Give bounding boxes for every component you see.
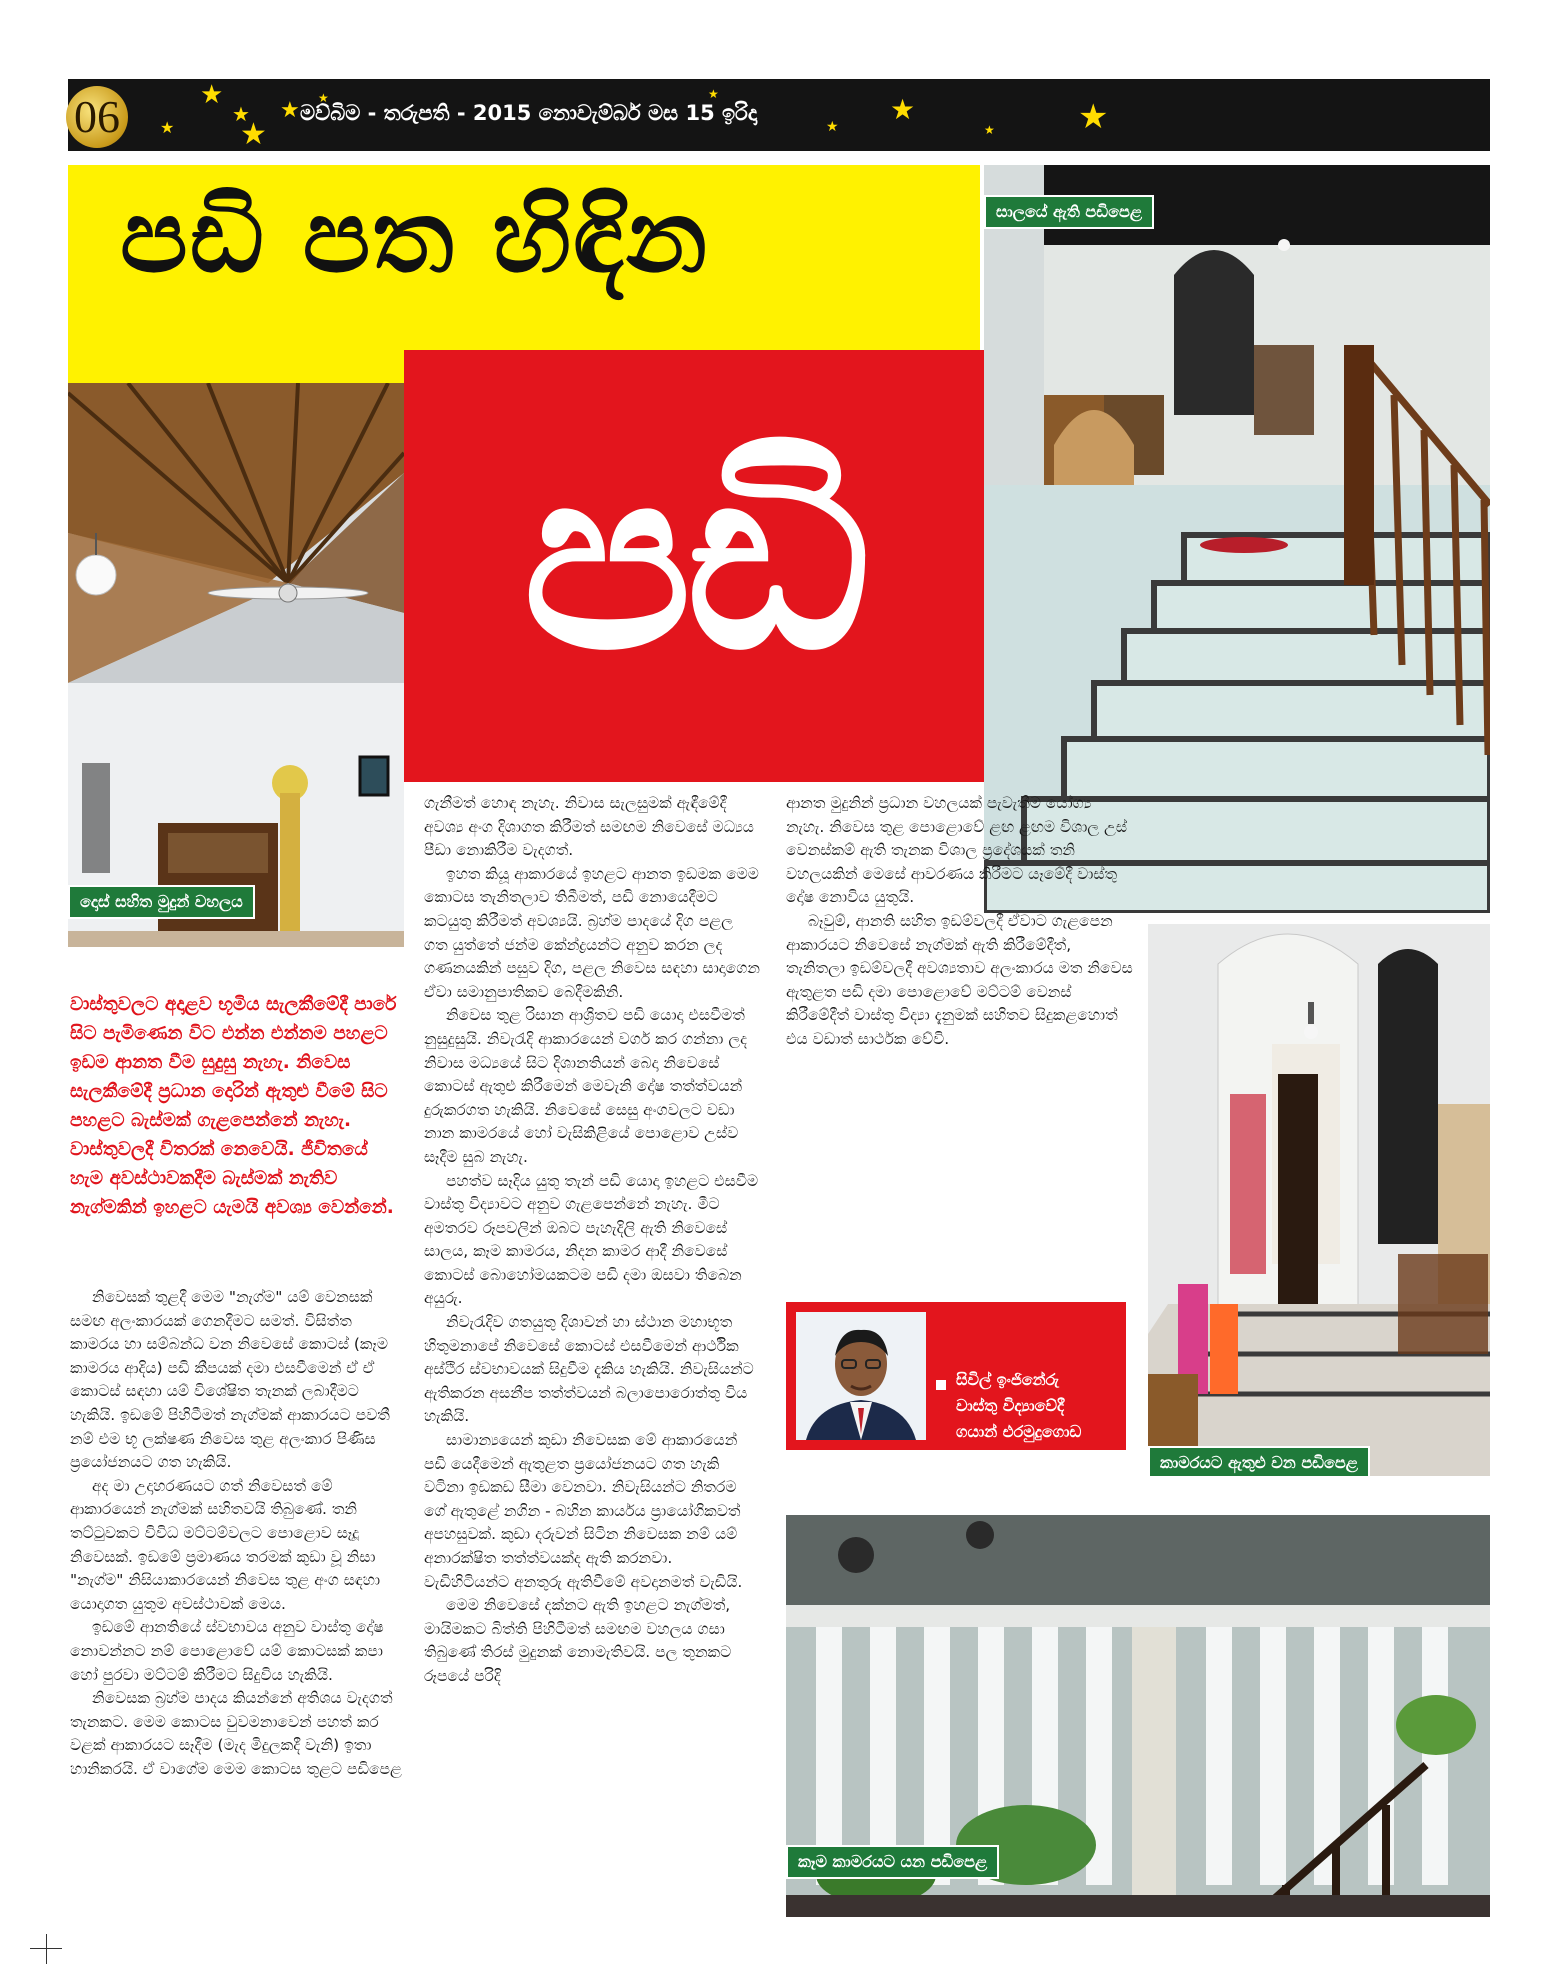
- paragraph: ආනත මුදුනින් ප්‍රධාන වහලයක් පැවැතීම යෝග්‍ය නැහැ. නිවෙස තුළ පොළොවේ ළඟ ළඟම විශාල උස් වෙනස්කම් ඇති තැනක විශාල ප්‍රදේශයක් තනි වහලයකින් මෙසේ ආවරණය කිරීමට යෑමේදී වාස්තු දෝෂ නොවිය යුතුයි.: [786, 794, 1128, 907]
- page-number-badge: 06: [66, 86, 128, 148]
- text-column-3: [786, 792, 1134, 1052]
- author-name: ගයාන් එරමුදුගොඩ: [956, 1422, 1082, 1441]
- caption-ceiling-hall: දොස් සහිත මුදුන් වහලය: [68, 885, 255, 919]
- paragraph: ඉඩමේ ආනතියේ ස්වභාවය අනුව වාස්තු දෝෂ නොවන්නට නම් පොළොවේ යම් කොටසක් කපා හෝ පුරවා මට්ටම් කිරීමට සිදුවිය හැකියි.: [70, 1618, 384, 1684]
- paragraph: ඉහත කියූ ආකාරයේ ඉහළට ආනත ඉඩමක මෙම කොටස තැනිතලාව තිබීමත්, පඩි නොයෙදීමට කටයුතු කිරීමත් අවශ්‍යයි. බ්‍රහ්ම පාදයේ දිග පළල ගත යුත්තේ ජන්ම කේන්ද්‍රයන්ට අනුව කරන ලද ගණනයකින් පසුව දිග, පළල නිවෙස සඳහා සාදාගෙන ඒවා සමානුපාතිකව බෙදීමකිනි.: [424, 864, 760, 1001]
- star-icon: ★: [318, 91, 329, 105]
- star-icon: ★: [708, 87, 719, 101]
- header-dateline: මව්බිම - තරුපති - 2015 නොවැම්බර් මස 15 ඉරිදා: [300, 101, 758, 125]
- paragraph: නිවෙසක බ්‍රහ්ම පාදය කියන්නේ අතිශය වැදගත් තැනකට. මෙම කොටස වුවමනාවෙන් පහත් කර වළක් ආකාරයට සෑදීම (මැද මිදුලකදී වැනි) ඉතා හානිකරයි. ඒ වාගේම මෙම කොටස තුළට පඩිපෙළ: [70, 1689, 402, 1778]
- caption-room-stairs: කාමරයට ඇතුළු වන පඩිපෙළ: [1148, 1446, 1370, 1476]
- photo-room-stairs: [1148, 924, 1490, 1476]
- text-column-2: [424, 792, 760, 1689]
- star-icon: ★: [1078, 97, 1109, 137]
- paragraph: බෑවුම්, ආනති සහිත ඉඩම්වලදී ඒවාට ගැළපෙන ආකාරයට නිවෙසේ නැග්මක් ඇති කිරීමේදීත්, තැනිතලා ඉඩම්වලදී අවශ්‍යතාව අලංකාරය මත නිවෙස ඇතුළත පඩි දමා පොළොවේ මට්ටම් වෙනස් කිරීමේදීත් වාස්තු විද්‍යා දැනුමක් සහිතව සිදුකළහොත් එය වඩාත් සාර්ථක වේවි.: [786, 911, 1133, 1048]
- paragraph: නිවෙසක් තුළදී මෙම "නැග්ම" යම් වෙනසක් සමඟ අලංකාරයක් ගෙනදීමට සමත්. විසිත්ත කාමරය හා සම්බන්ධ වන නිවෙසේ කොටස් (කෑම කාමරය ආදිය) පඩි කීපයක් දමා එසවීමෙන් ඒ ඒ කොටස් සඳහා යම් විශේෂිත තැනක් ලබාදීමට හැකියි. ඉඩමේ පිහිටීමත් නැග්මක් ආකාරයට පවතී නම් එම භූ ලක්ෂණ නිවෙස තුළ අලංකාර පිණිස ප්‍රයෝජනයට ගත හැකියි.: [70, 1288, 390, 1472]
- intro-paragraph: වාස්තුවලට අදාළව භූමිය සැලකීමේදී පාරේ සිට පැමිණෙන විට එන්න එන්නම පහළට ඉඩම ආනත වීම සුදුසු නැහැ. නිවෙස සැලකීමේදී ප්‍රධාන දොරින් ඇතුළු වීමේ සිට පහළට බැස්මක් ගැළපෙන්නේ නැහැ. වාස්තුවලදී විතරක් නෙවෙයි. ජීවිතයේ හැම අවස්ථාවකදීම බැස්මක් නැතිව නැග්මකින් ඉහළට යැමයි අවශ්‍ය වෙන්නේ.: [70, 994, 397, 1218]
- crop-mark: [46, 1934, 47, 1964]
- star-icon: ★: [160, 118, 175, 137]
- star-icon: ★: [826, 119, 839, 135]
- star-icon: ★: [280, 98, 300, 123]
- caption-dining-stairs: කෑම කාමරයට යන පඩිපෙළ: [786, 1845, 999, 1879]
- headline-big-word: පඩි: [522, 414, 866, 705]
- paragraph: නිවෙස තුළ රිසාන ආශ්‍රිතව පඩි යොදා එසවීමත් නුසුදුසුයි. නිවැරැදි ආකාරයෙන් වර්ග කර ගන්නා ලද නිවාස මධ්‍යයේ සිට දිශානතියන් බෙදා නිවෙසේ කොටස් ඇතුළු කිරීමෙන් මෙවැනි දෝෂ තත්ත්වයන් දුරුකරගත හැකියි. නිවෙසේ සෙසු අංගවලට වඩා නාන කාමරයේ හෝ වැසිකිළියේ පොළොව උස්ව සෑදීම සුබ නැහැ.: [424, 1006, 748, 1166]
- paragraph: අද මා උදාහරණයට ගත් නිවෙසත් මේ ආකාරයෙන් නැග්මක් සහිතවයි තිබුණේ. තනි තට්ටුවකට විවිධ මට්ටම්වලට පොළොව සෑදූ නිවෙසක්. ඉඩමේ ප්‍රමාණය තරමක් කුඩා වූ නිසා "නැග්ම" නිසියාකාරයෙන් නිවෙස තුළ අංග සඳහා යොදාගත යුතුම අවස්ථාවක් මෙය.: [70, 1476, 381, 1613]
- author-photo: [796, 1312, 926, 1440]
- star-icon: ★: [984, 123, 995, 137]
- author-title: සිවිල් ඉංජිනේරු: [956, 1370, 1059, 1389]
- author-role: වාස්තු විද්‍යාවේදී: [956, 1396, 1065, 1415]
- text-column-1: [70, 1286, 406, 1781]
- star-icon: ★: [232, 102, 250, 126]
- bullet-icon: [936, 1380, 946, 1390]
- author-phone: 0727808809: [956, 1448, 1075, 1468]
- photo-ceiling-hall: [68, 383, 404, 947]
- paragraph: පහත්ව සෑදිය යුතු තැන් පඩි යොදා ඉහළට එසවීම වාස්තු විද්‍යාවට අනුව ගැළපෙන්නේ නැහැ. මීට අමතරව රූපවලින් ඔබට පැහැදිලි ඇති නිවෙසේ සාලය, කෑම කාමරය, නිදන කාමර ආදී නිවෙසේ කොටස් බොහෝමයකටම පඩි දමා ඔසවා තිබෙන අයුරු.: [424, 1171, 759, 1308]
- star-icon: ★: [240, 117, 267, 152]
- caption-hall-stairs: සාලයේ ඇති පඩිපෙළ: [984, 195, 1154, 229]
- paragraph: නිවැරැදිව ගතයුතු දිශාවන් හා ස්ථාන මහාභූත හිතුමනාපේ නිවෙසේ කොටස් එසවීමෙන් ආර්ථික අස්ථිර ස්වභාවයක් සිදුවීම දැකිය හැකියි. නිවැසියන්ට ඇතිකරන අසනීප තත්ත්වයන් බලාපොරොත්තු විය හැකියි.: [424, 1313, 754, 1426]
- star-icon: ★: [890, 93, 916, 126]
- paragraph: මෙම නිවෙසේ දක්නට ඇති ඉහළට නැග්මත්, මායිමකට බිත්ති පිහිටීමත් සමඟම වහලය ගසා තිබුණේ තිරස් මුදුනක් නොමැතිවයි. පල තුනකට රූපයේ පරිදි: [424, 1596, 732, 1685]
- photo-dining-stairs: [786, 1515, 1490, 1917]
- paragraph: ගැනීමත් හොඳ නැහැ. නිවාස සැලසුමක් ඇඳීමේදී අවශ්‍ය අංග දිශාගත කිරීමත් සමඟම නිවෙසේ මධ්‍යය පීඩා නොකිරීම වැදගත්.: [424, 794, 754, 860]
- headline-line1: පඩි පත හිඳින: [120, 178, 710, 295]
- paragraph: සාමාන්‍යයෙන් කුඩා නිවෙසක මේ ආකාරයෙන් පඩි යෙදීමෙන් ඇතුළත ප්‍රයෝජනයට ගත හැකි වටිනා ඉඩකඩ සීමා වෙනවා. නිවැසියන්ට නිතරම ගේ ඇතුළේ නගින - බහින කාර්යය ප්‍රායෝගිකවත් අපහසුවක්. කුඩා දරුවන් සිටින නිවෙසක නම් යම් අනාරක්ෂිත තත්ත්වයක්ද ඇති කරනවා. වැඩිහිටියන්ට අනතුරු ඇතිවීමේ අවදානමත් වැඩියි.: [424, 1431, 743, 1591]
- star-icon: ★: [200, 80, 224, 110]
